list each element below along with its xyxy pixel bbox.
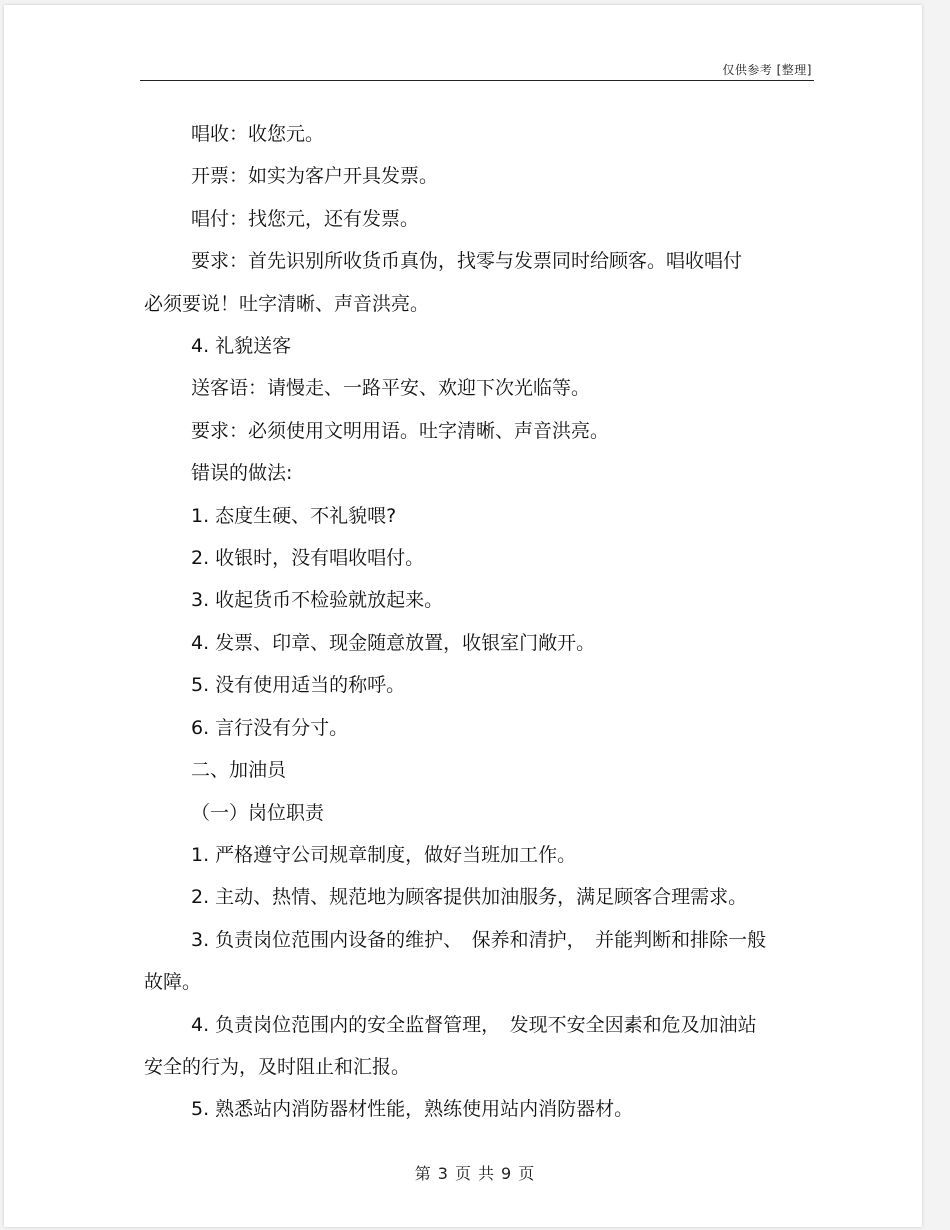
- section-heading: 二、加油员: [191, 759, 287, 782]
- paragraph: 要求：首先识别所收货币真伪，找零与发票同时给顾客。唱收唱付: [191, 250, 743, 273]
- document-body: [144, 113, 814, 1131]
- paragraph: 2. 主动、热情、规范地为顾客提供加油服务，满足顾客合理需求。: [191, 886, 748, 909]
- paragraph: 唱收：收您元。: [191, 123, 325, 145]
- paragraph: 5. 熟悉站内消防器材性能，熟练使用站内消防器材。: [191, 1098, 634, 1121]
- total-pages-number: 9: [501, 1164, 513, 1183]
- page-header: 仅供参考 [整理]: [722, 63, 812, 77]
- header-divider: [140, 80, 814, 81]
- footer-prefix: 第: [414, 1164, 432, 1183]
- paragraph: 1. 态度生硬、不礼貌喂?: [191, 504, 397, 527]
- current-page-number: 3: [437, 1164, 449, 1183]
- paragraph: 2. 收银时，没有唱收唱付。: [191, 547, 425, 570]
- paragraph: 4. 发票、印章、现金随意放置，收银室门敞开。: [191, 631, 596, 654]
- paragraph: 错误的做法:: [191, 462, 293, 485]
- paragraph: 必须要说！吐字清晰、声音洪亮。: [144, 292, 430, 315]
- page-footer: [0, 1161, 950, 1184]
- paragraph: 1. 严格遵守公司规章制度，做好当班加工作。: [191, 843, 577, 866]
- paragraph: 唱付：找您元，还有发票。: [191, 207, 420, 230]
- paragraph: 3. 收起货币不检验就放起来。: [191, 589, 444, 612]
- paragraph: 故障。: [144, 971, 202, 994]
- paragraph: 送客语：请慢走、一路平安、欢迎下次光临等。: [191, 377, 591, 400]
- paragraph: 4. 礼貌送客: [191, 335, 292, 358]
- subsection-heading: （一）岗位职责: [191, 801, 325, 824]
- paragraph: 5. 没有使用适当的称呼。: [191, 674, 406, 697]
- footer-middle: 页 共: [454, 1164, 496, 1183]
- footer-suffix: 页: [518, 1164, 536, 1183]
- paragraph: 3. 负责岗位范围内设备的维护、 保养和清护， 并能判断和排除一般: [191, 928, 767, 951]
- paragraph: 6. 言行没有分寸。: [191, 716, 349, 739]
- paragraph: 开票：如实为客户开具发票。: [191, 165, 439, 188]
- paragraph: 要求：必须使用文明用语。吐字清晰、声音洪亮。: [191, 419, 610, 442]
- document-page: [4, 5, 922, 1227]
- paragraph: 4. 负责岗位范围内的安全监督管理， 发现不安全因素和危及加油站: [191, 1013, 757, 1036]
- paragraph: 安全的行为，及时阻止和汇报。: [144, 1055, 411, 1078]
